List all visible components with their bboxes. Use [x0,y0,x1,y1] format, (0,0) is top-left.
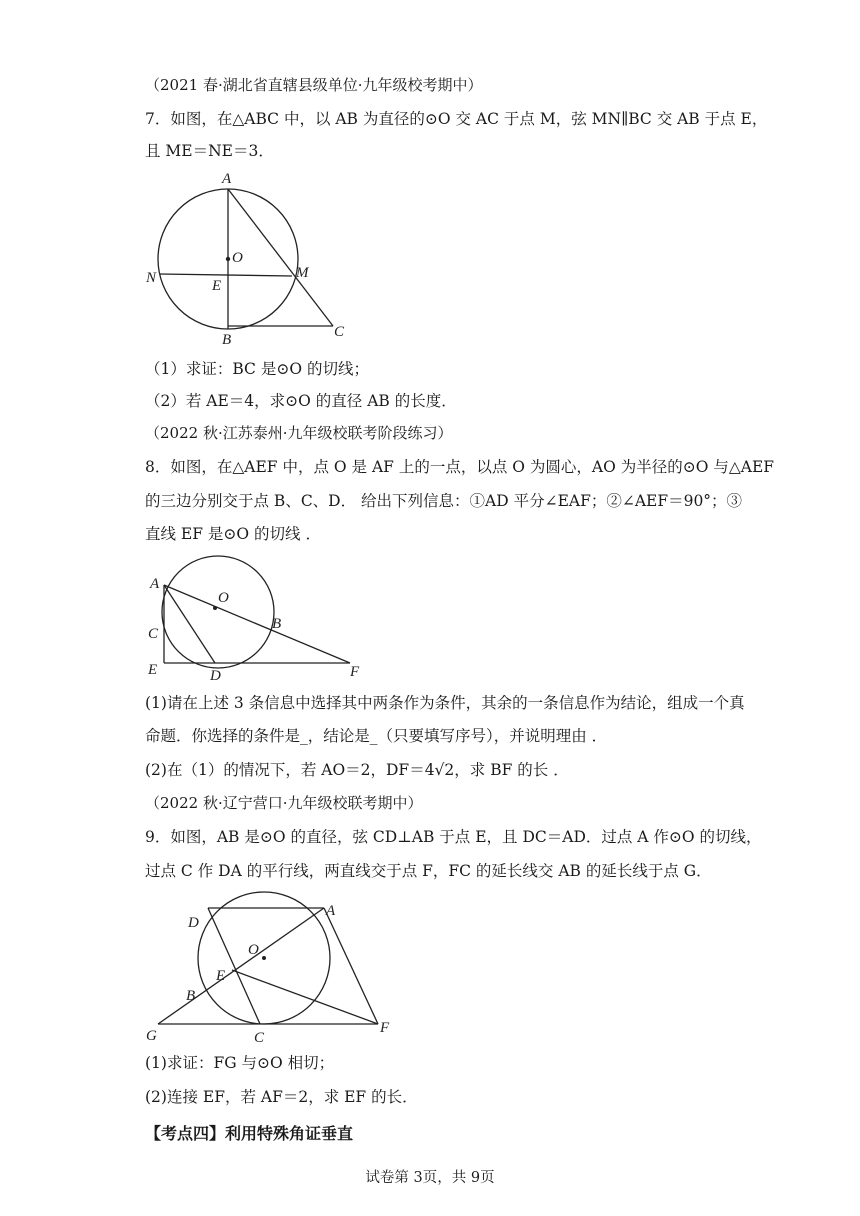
label-N: N [146,270,157,286]
section-heading: 【考点四】利用特殊角证垂直 [145,1124,354,1143]
question-9-text-cont: 过点 C 作 DA 的平行线，两直线交于点 F，FC 的延长线交 AB 的延长线于点 G． [145,862,712,880]
label-C: C [254,1030,265,1046]
figure-q7 [140,164,360,354]
question-9-text: 9．如图，AB 是⊙O 的直径，弦 CD⊥AB 于点 E，且 DC＝AD．过点 A 作⊙O 的切线， [145,828,762,846]
label-D: D [188,915,199,931]
question-8-part-2: (2)在（1）的情况下，若 AO＝2，DF＝4√2，求 BF 的长 ． [145,761,569,779]
label-O: O [232,250,243,266]
source-note-q7: （2021 春·湖北省直辖县级单位·九年级校考期中） [145,76,483,94]
label-A: A [150,576,160,592]
page-footer: 试卷第 3页，共 9页 [365,1170,495,1186]
question-8-text-cont-2: 直线 EF 是⊙O 的切线 ． [145,525,321,543]
label-B: B [222,332,232,348]
label-O: O [218,590,229,606]
label-M: M [296,265,309,281]
question-8-part-1: (1)请在上述 3 条信息中选择其中两条作为条件，其余的一条信息作为结论，组成一个真 [145,694,745,712]
label-O: O [248,942,259,958]
question-9-part-2: (2)连接 EF，若 AF＝2，求 EF 的长． [145,1088,418,1106]
figure-q8 [140,554,380,684]
label-E: E [212,278,222,294]
label-B: B [272,616,282,632]
label-C: C [148,626,159,642]
label-E: E [216,968,226,984]
question-7-part-2: （2）若 AE＝4，求⊙O 的直径 AB 的长度． [145,392,457,410]
label-D: D [210,668,221,684]
question-9-part-1: (1)求证：FG 与⊙O 相切； [145,1054,335,1072]
source-note-q8: （2022 秋·江苏泰州·九年级校联考阶段练习） [145,424,453,442]
question-8-part-1-cont: 命题．你选择的条件是_，结论是_（只要填写序号），并说明理由 ． [145,727,608,745]
question-7-part-1: （1）求证：BC 是⊙O 的切线； [145,360,369,378]
figure-q9 [140,888,410,1048]
question-8-text: 8．如图，在△AEF 中，点 O 是 AF 上的一点，以点 O 为圆心，AO 为半径的⊙O 与△AEF [145,458,775,476]
label-A: A [222,171,232,187]
source-note-q9: （2022 秋·辽宁营口·九年级校联考期中） [145,794,423,812]
label-A: A [326,903,336,919]
label-F: F [350,664,360,680]
label-F: F [380,1020,390,1036]
label-B: B [186,988,196,1004]
question-7-text-cont: 且 ME＝NE＝3． [145,142,274,160]
label-C: C [334,324,345,340]
question-7-text: 7．如图，在△ABC 中，以 AB 为直径的⊙O 交 AC 于点 M，弦 MN∥BC 交 AB 于点 E， [145,110,768,128]
question-8-text-cont: 的三边分别交于点 B、C、D． 给出下列信息：①AD 平分∠EAF；②∠AEF＝90°；③ [145,492,743,510]
label-G: G [146,1028,157,1044]
label-E: E [148,662,158,678]
